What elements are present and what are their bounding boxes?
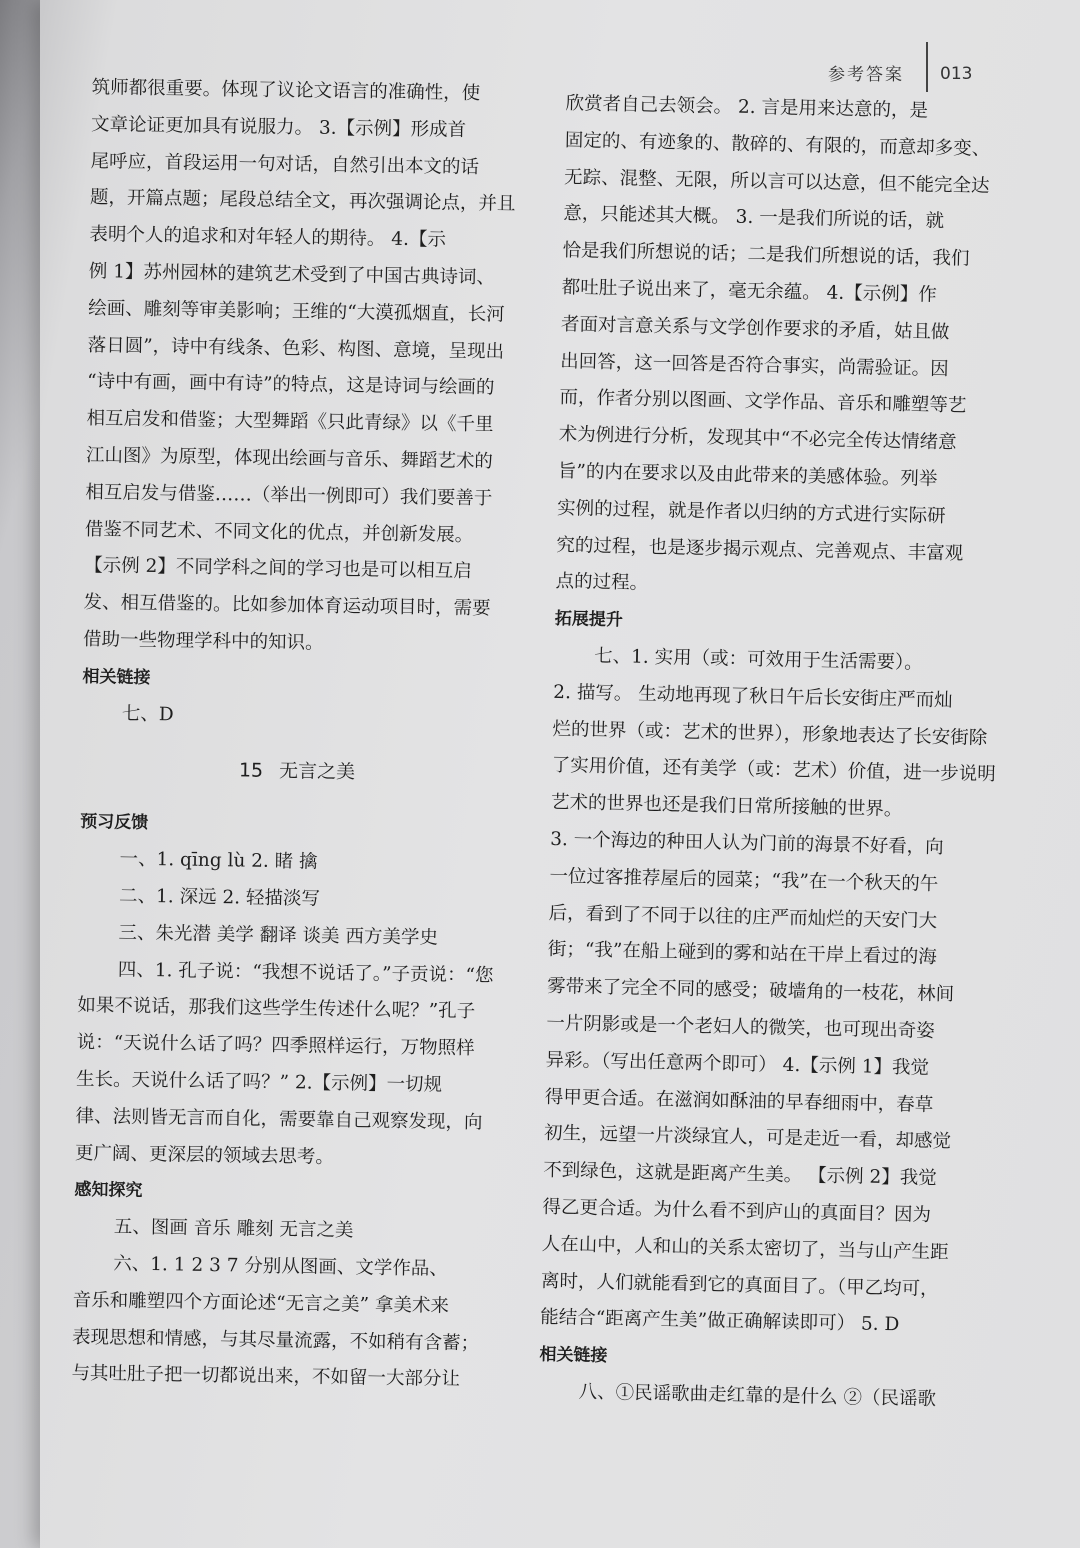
answer-item: 一、1. qīng lù 2. 睹 擒	[119, 848, 318, 873]
text-line: 与其吐肚子把一切都说出来，不如留一大部分让	[71, 1363, 461, 1391]
text-line: 借助一些物理学科中的知识。	[82, 628, 324, 654]
text-line: 不到绿色，这就是距离产生美。 【示例 2】我觉	[543, 1159, 937, 1190]
text-line: 【示例 2】不同学科之间的学习也是可以相互启	[84, 555, 472, 583]
text-line: 异彩。（写出任意两个即可） 4.【示例 1】我觉	[545, 1049, 930, 1079]
text-line: 究的过程，也是逐步揭示观点、完善观点、丰富观	[556, 534, 964, 564]
answer-item: 八、①民谣歌曲走红靠的是什么 ②（民谣歌	[578, 1381, 937, 1410]
page-number: 013	[940, 64, 973, 84]
text-line: 筑师都很重要。体现了议论文语言的准确性，使	[91, 76, 481, 105]
text-line: 旨”的内在要求以及由此带来的美感体验。列举	[557, 460, 938, 490]
header-divider	[926, 42, 928, 92]
answer-item: 三、朱光潜 美学 翻译 谈美 西方美学史	[118, 922, 439, 949]
text-line: 如果不说话，那我们这些学生传述什么呢？”孔子	[77, 995, 476, 1023]
text-line: 人在山中，人和山的关系太密切了，当与山产生距	[541, 1233, 949, 1263]
text-line: 得乙更合适。为什么看不到庐山的真面目？因为	[542, 1196, 932, 1226]
answer-item: 七、D	[121, 703, 174, 725]
text-line: 尾呼应，首段运用一句对话，自然引出本文的话	[90, 150, 480, 178]
text-line: 一片阴影或是一个老妇人的微笑，也可现出奇姿	[546, 1012, 936, 1042]
text-line: 初生，远望一片淡绿宜人，可是走近一看，却感觉	[543, 1123, 952, 1153]
text-line: 生长。天说什么话了吗？” 2.【示例】一切规	[75, 1068, 443, 1096]
answer-item: 六、1. 1 2 3 7 分别从图画、文学作品、	[113, 1253, 449, 1280]
text-line: 音乐和雕塑四个方面论述“无言之美” 拿美术来	[72, 1289, 450, 1317]
text-line: 例 1】苏州园林的建筑艺术受到了中国古典诗词、	[88, 260, 496, 289]
section-heading: 预习反馈	[80, 812, 149, 834]
right-text-column	[538, 86, 996, 1419]
text-line: 绘画、雕刻等审美影响；王维的“大漠孤烟直，长河	[88, 297, 505, 326]
text-line: 3. 一个海边的种田人认为门前的海景不好看，向	[550, 828, 944, 859]
text-line: 后，看到了不同于以往的庄严而灿烂的天安门大	[548, 902, 938, 932]
text-line: 得甲更合适。在滋润如酥油的早春细雨中，春草	[544, 1086, 934, 1116]
text-line: 离时，人们就能看到它的真面目了。（甲乙均可，	[540, 1270, 939, 1300]
text-line: 烂的世界（或：艺术的世界），形象地表达了长安街除	[552, 718, 988, 749]
text-line: 落日圆”，诗中有线条、色彩、构图、意境，呈现出	[87, 334, 505, 363]
text-line: 意，只能述其大概。 3. 一是我们所说的话，就	[563, 203, 945, 233]
text-line: 相互启发和借鉴；大型舞蹈《只此青绿》以《千里	[86, 408, 494, 436]
text-line: 表现思想和情感，与其尽量流露，不如稍有含蓄；	[71, 1326, 480, 1354]
text-line: 实例的过程，就是作者以归纳的方式进行实际研	[556, 497, 946, 527]
left-text-column	[71, 70, 524, 1400]
text-line: 雾带来了完全不同的感受；破墙角的一枝花，林间	[546, 975, 955, 1006]
section-heading: 拓展提升	[554, 609, 624, 631]
text-line: 都吐肚子说出来了，毫无余蕴。 4.【示例】作	[561, 276, 937, 306]
text-line: 表明个人的追求和对年轻人的期待。 4.【示	[89, 224, 447, 251]
text-line: 相互启发与借鉴……（举出一例即可）我们要善于	[85, 481, 493, 510]
answer-item: 七、1. 实用（或：可效用于生活需要）。	[593, 645, 924, 674]
section-heading: 相关链接	[82, 666, 151, 688]
text-line: 无踪、混整、无限，所以言可以达意，但不能完全达	[563, 166, 990, 197]
text-line: 者面对言意关系与文学创作要求的矛盾，姑且做	[560, 313, 950, 343]
text-line: 固定的、有迹象的、散碎的、有限的，而意却多变、	[564, 129, 991, 160]
text-line: 2. 描写。 生动地再现了秋日午后长安街庄严而灿	[553, 681, 953, 711]
text-line: 发、相互借鉴的。比如参加体育运动项目时，需要	[83, 592, 491, 620]
text-line: 更广阔、更深层的领域去思考。	[74, 1142, 335, 1168]
text-line: 题，开篇点题；尾段总结全文，再次强调论点，并且	[89, 187, 516, 216]
text-line: 而，作者分别以图画、文学作品、音乐和雕塑等艺	[559, 387, 967, 417]
text-line: 一位过客推荐屋后的园菜；“我”在一个秋天的午	[549, 865, 939, 895]
section-heading: 感知探究	[74, 1180, 143, 1202]
text-line: 点的过程。	[555, 571, 649, 595]
text-line: 街；“我”在船上碰到的雾和站在干岸上看过的海	[547, 939, 937, 969]
section-heading: 相关链接	[539, 1344, 608, 1367]
chapter-number: 15	[238, 759, 264, 783]
answer-item: 二、1. 深远 2. 轻描淡写	[118, 885, 321, 910]
text-line: 律、法则皆无言而自化，需要靠自己观察发现，向	[75, 1105, 483, 1133]
text-line: 出回答，这一回答是否符合事实，尚需验证。因	[560, 350, 949, 380]
answer-item: 五、图画 音乐 雕刻 无言之美	[113, 1216, 354, 1242]
text-line: 江山图》为原型，体现出绘画与音乐、舞蹈艺术的	[85, 444, 494, 473]
text-line: 术为例进行分析，发现其中“不必完全传达情绪意	[558, 424, 957, 454]
text-line: 文章论证更加具有说服力。 3.【示例】形成首	[90, 113, 467, 141]
chapter-name: 无言之美	[278, 760, 356, 784]
text-line: “诗中有画，画中有诗”的特点，这是诗词与绘画的	[86, 371, 495, 399]
text-line: 借鉴不同艺术、不同文化的优点，并创新发展。	[84, 518, 474, 546]
text-line: 艺术的世界也还是我们日常所接触的世界。	[550, 791, 903, 821]
text-line: 说：“天说什么话了吗？四季照样运行，万物照样	[76, 1032, 475, 1060]
text-line: 了实用价值，还有美学（或：艺术）价值，进一步说明	[551, 755, 996, 786]
chapter-title	[80, 732, 513, 811]
answer-item: 四、1. 孔子说：“我想不说话了。”子贡说：“您	[117, 959, 494, 986]
text-line: 恰是我们所想说的话；二是我们所想说的话，我们	[562, 240, 970, 270]
text-line: 欣赏者自己去领会。 2. 言是用来达意的，是	[565, 92, 929, 122]
text-line: 能结合“距离产生美”做正确解读即可） 5. D	[539, 1307, 900, 1336]
running-head-title: 参考答案	[828, 65, 904, 85]
